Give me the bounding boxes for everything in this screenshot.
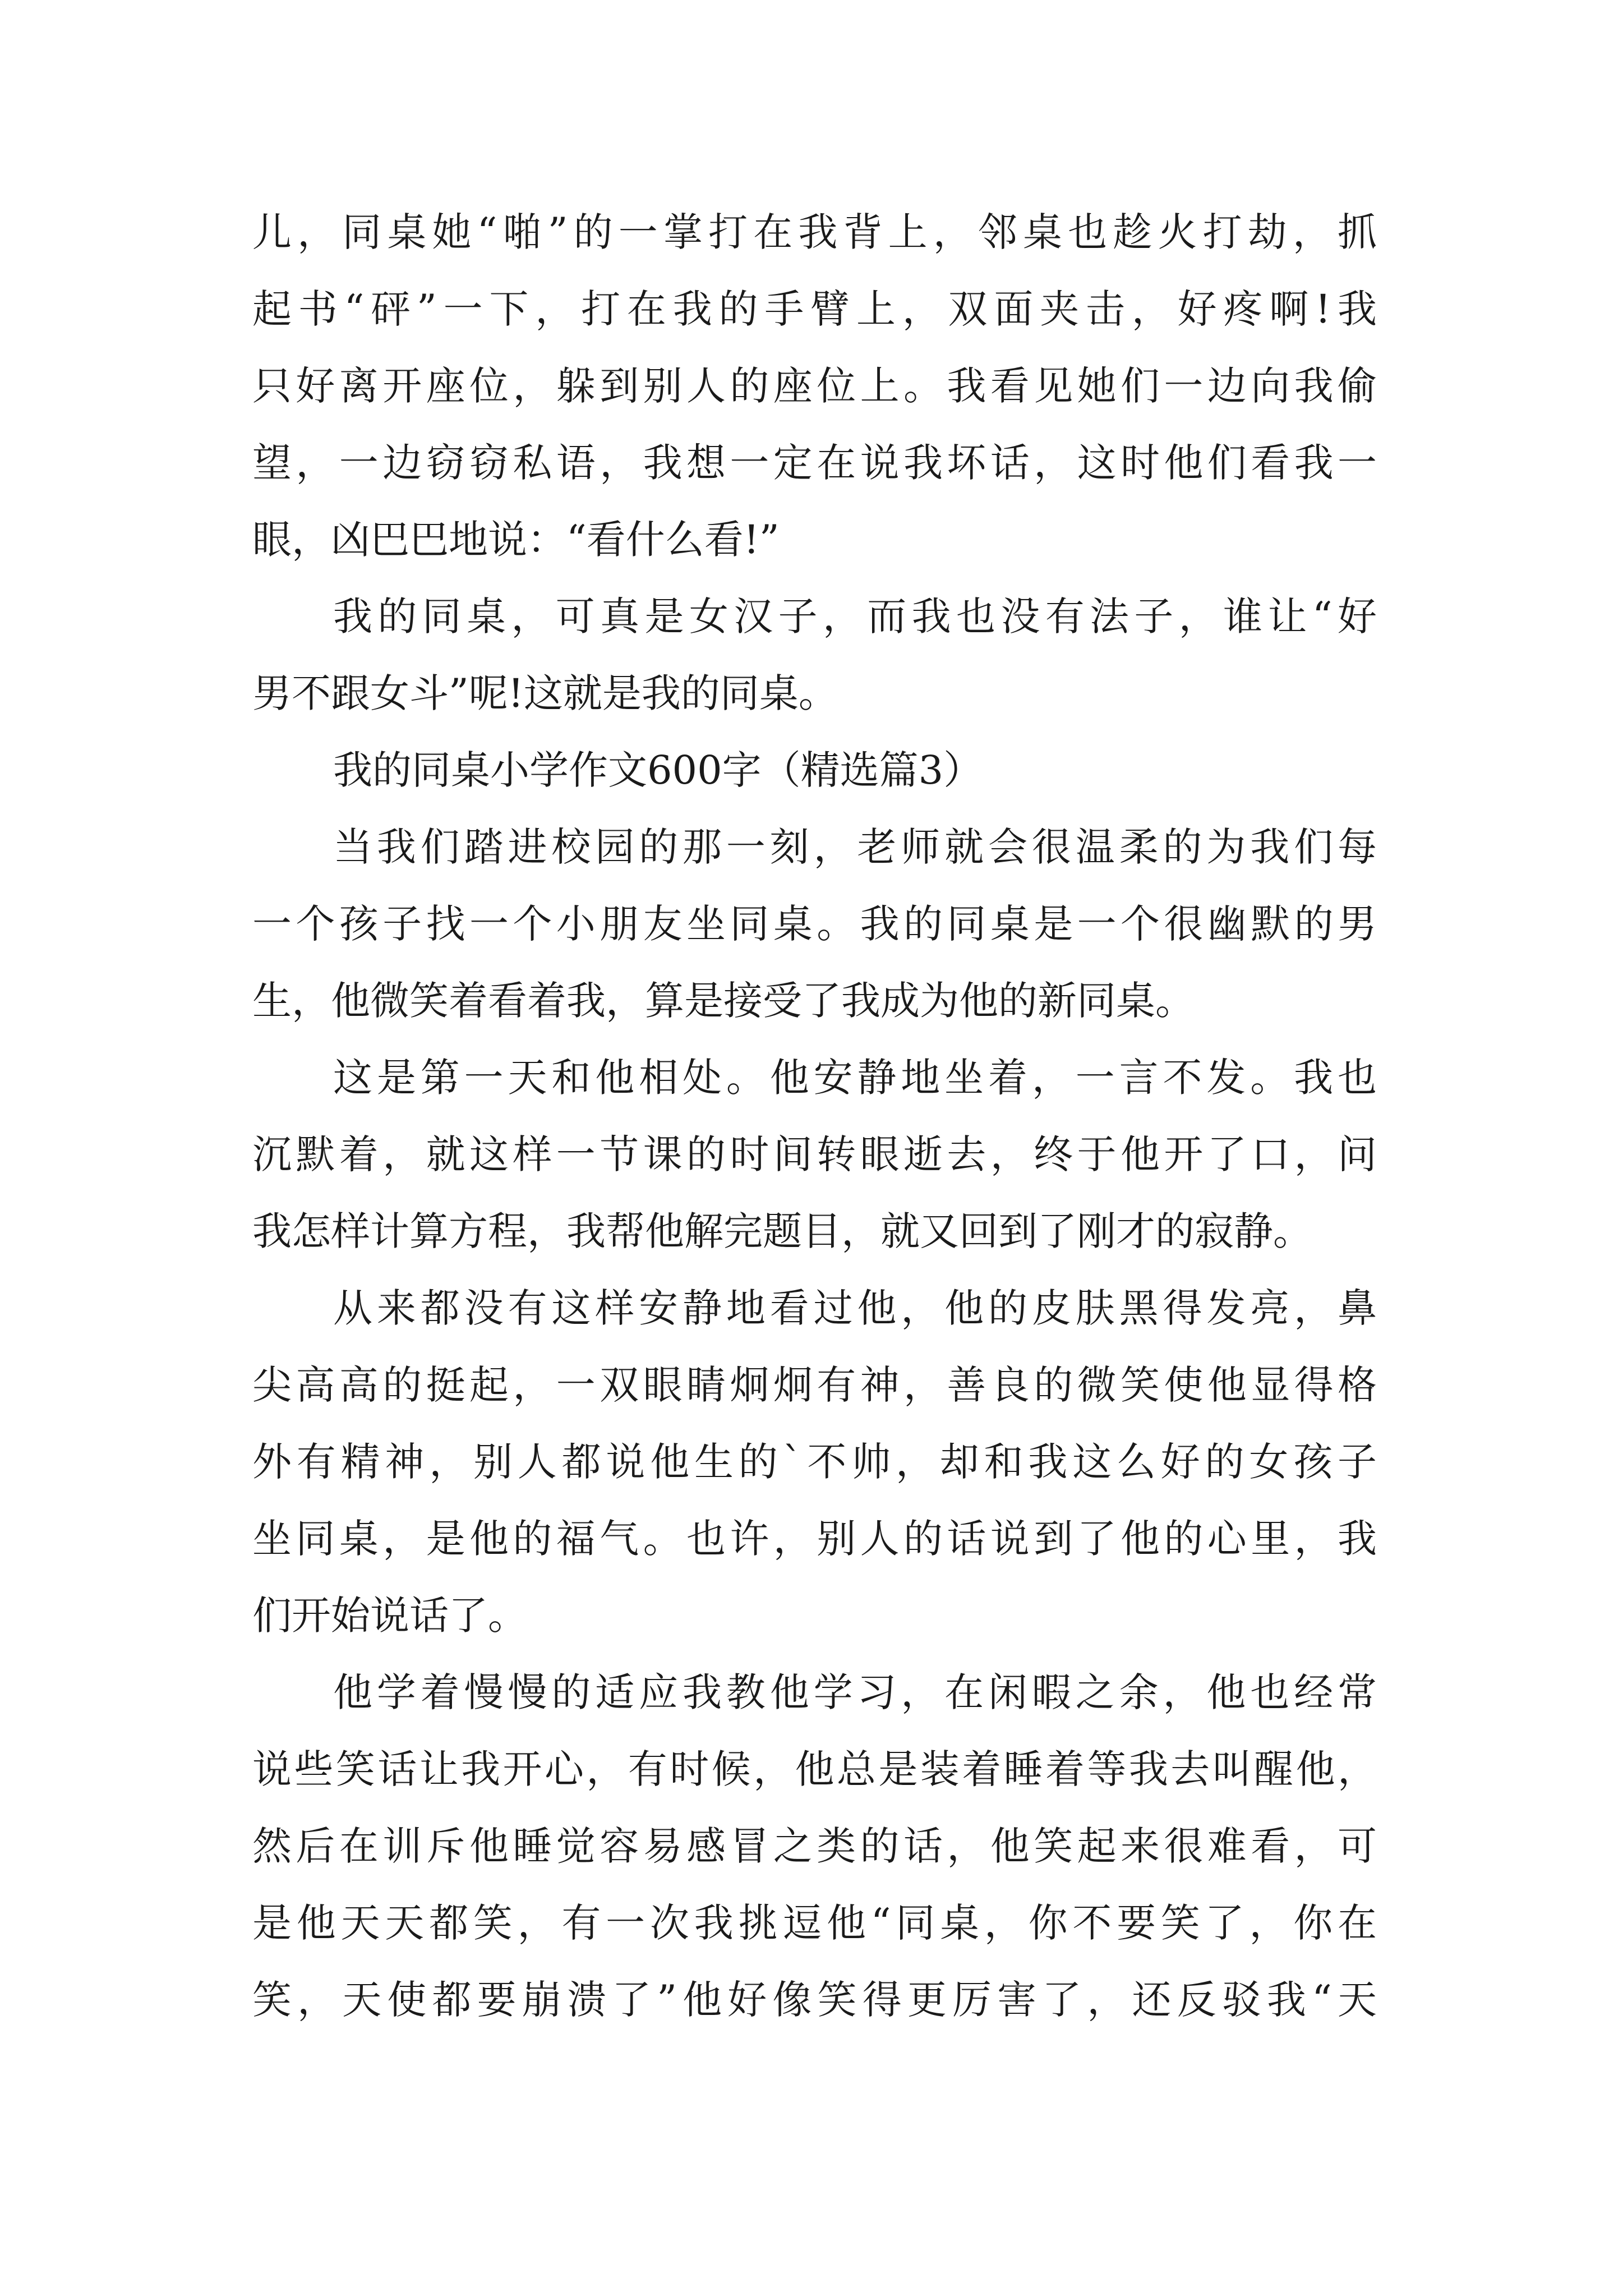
text-line: 我怎样计算方程，我帮他解完题目，就又回到了刚才的寂静。 bbox=[252, 1208, 1312, 1254]
text-line: 坐同桌，是他的福气。也许，别人的话说到了他的心里，我 bbox=[252, 1516, 1377, 1562]
text-line: 眼，凶巴巴地说：“看什么看!” bbox=[252, 517, 780, 563]
text-line: 他学着慢慢的适应我教他学习，在闲暇之余，他也经常 bbox=[333, 1669, 1377, 1715]
text-line: 从来都没有这样安静地看过他，他的皮肤黑得发亮，鼻 bbox=[333, 1285, 1377, 1331]
text-line: 是他天天都笑，有一次我挑逗他“同桌，你不要笑了，你在 bbox=[252, 1900, 1377, 1946]
text-line: 我的同桌小学作文600字（精选篇3） bbox=[333, 747, 983, 793]
text-line: 这是第一天和他相处。他安静地坐着，一言不发。我也 bbox=[333, 1055, 1377, 1101]
text-line: 男不跟女斗”呢!这就是我的同桌。 bbox=[252, 670, 838, 716]
text-line: 一个孩子找一个小朋友坐同桌。我的同桌是一个很幽默的男 bbox=[252, 901, 1377, 947]
body-text bbox=[252, 194, 1377, 2039]
text-line: 笑，天使都要崩溃了”他好像笑得更厉害了，还反驳我“天 bbox=[252, 1977, 1377, 2023]
text-line: 当我们踏进校园的那一刻，老师就会很温柔的为我们每 bbox=[333, 824, 1377, 870]
text-line: 生，他微笑着看着我，算是接受了我成为他的新同桌。 bbox=[252, 978, 1195, 1024]
text-line: 只好离开座位，躲到别人的座位上。我看见她们一边向我偷 bbox=[252, 363, 1377, 409]
text-line: 外有精神，别人都说他生的`不帅，却和我这么好的女孩子 bbox=[252, 1439, 1377, 1485]
text-line: 起书“砰”一下，打在我的手臂上，双面夹击，好疼啊!我 bbox=[252, 286, 1377, 332]
text-line: 我的同桌，可真是女汉子，而我也没有法子，谁让“好 bbox=[333, 593, 1377, 639]
text-line: 然后在训斥他睡觉容易感冒之类的话，他笑起来很难看，可 bbox=[252, 1823, 1377, 1869]
text-line: 沉默着，就这样一节课的时间转眼逝去，终于他开了口，问 bbox=[252, 1131, 1377, 1177]
text-line: 望，一边窃窃私语，我想一定在说我坏话，这时他们看我一 bbox=[252, 440, 1377, 486]
text-line: 儿，同桌她“啪”的一掌打在我背上，邻桌也趁火打劫，抓 bbox=[252, 209, 1377, 255]
text-line: 尖高高的挺起，一双眼睛炯炯有神，善良的微笑使他显得格 bbox=[252, 1362, 1377, 1408]
text-line: 们开始说话了。 bbox=[252, 1593, 527, 1639]
text-line: 说些笑话让我开心，有时候，他总是装着睡着等我去叫醒他， bbox=[252, 1746, 1377, 1792]
